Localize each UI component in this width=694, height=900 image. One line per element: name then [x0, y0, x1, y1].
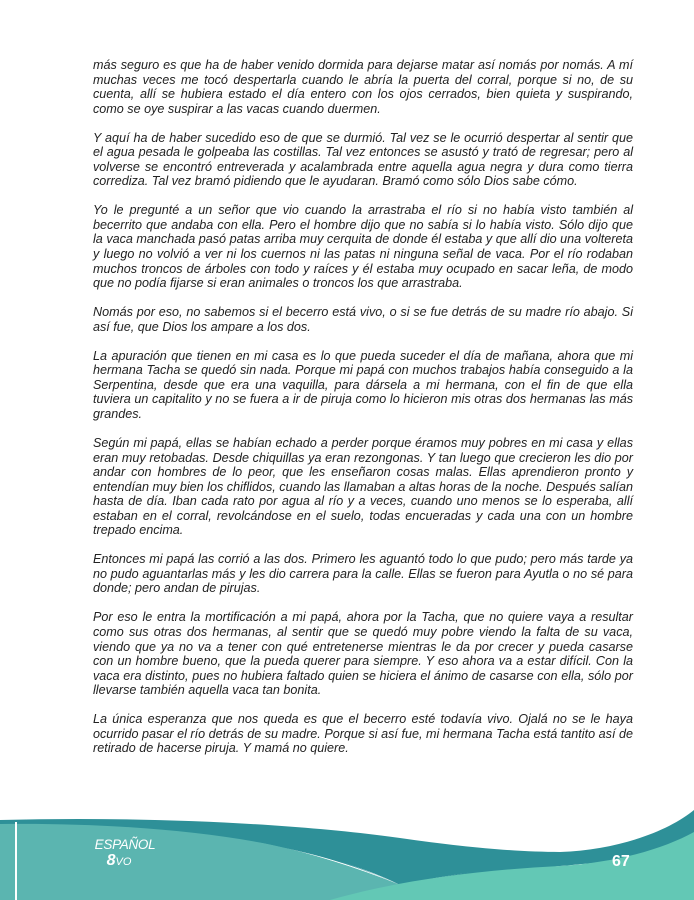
paragraph: Según mi papá, ellas se habían echado a perder porque éramos muy pobres en mi casa y ellas eran muy retobadas. Desde chiquillas ya eran rezongonas. Y tan luego que crecieron les dio por andar con hombres de lo peor, que les enseñaron cosas malas. Ellas aprendieron pronto y entendían muy bien los chiflidos, cuando las llamaban a altas horas de la noche. Después salían hasta de día. Iban cada rato por agua al río y a veces, cuando uno menos se lo esperaba, allí estaban en el corral, revolcándose en el suelo, todas encueradas y cada una con un hombre trepado encima.: [93, 435, 633, 538]
paragraph: Por eso le entra la mortificación a mi papá, ahora por la Tacha, que no quiere vaya a resultar como sus otras dos hermanas, al sentir que se quedó muy pobre viendo la falta de su vaca, viendo que ya no va a tener con qué entretenerse mientras le da por crecer y pueda casarse con un hombre bueno, que la pueda querer para siempre. Y eso ahora va a estar difícil. Con la vaca era distinto, pues no hubiera faltado quien se hiciera el ánimo de casarse con ella, sólo por llevarse también aquella vaca tan bonita.: [93, 610, 633, 698]
paragraph: La única esperanza que nos queda es que el becerro esté todavía vivo. Ojalá no se le haya ocurrido pasar el río detrás de su madre. Porque si así fue, mi hermana Tacha está tantito así de retirado de hacerse piruja. Y mamá no quiere.: [93, 712, 633, 756]
paragraph: Yo le pregunté a un señor que vio cuando la arrastraba el río si no había visto también al becerrito que andaba con ella. Pero el hombre dijo que no sabía si lo había visto. Sólo dijo que la vaca manchada pasó patas arriba muy cerquita de donde él estaba y que allí dio una voltereta y luego no volvió a ver ni los cuernos ni las patas ni ninguna señal de vaca. Por el río rodaban muchos troncos de árboles con todo y raíces y él estaba muy ocupado en sacar leña, de modo que no podía fijarse si eran animales o troncos los que arrastraba.: [93, 203, 633, 291]
paragraph: Entonces mi papá las corrió a las dos. Primero les aguantó todo lo que pudo; pero más tarde ya no pudo aguantarlas más y les dio carrera para la calle. Ellas se fueron para Ayutla o no sé para donde; pero andan de pirujas.: [93, 552, 633, 596]
paragraph: La apuración que tienen en mi casa es lo que pueda suceder el día de mañana, ahora que mi hermana Tacha se quedó sin nada. Porque mi papá con muchos trabajos había conseguido a la Serpentina, desde que era una vaquilla, para dársela a mi hermana, con el fin de que ella tuviera un capitalito y no se fuera a ir de piruja como lo hicieron mis otras dos hermanas las más grandes.: [93, 348, 633, 421]
book-brand-label: [70, 838, 180, 869]
paragraph: Nomás por eso, no sabemos si el becerro está vivo, o si se fue detrás de su madre río abajo. Si así fue, que Dios los ampare a los dos.: [93, 305, 633, 334]
paragraph: más seguro es que ha de haber venido dormida para dejarse matar así nomás por nomás. A mí muchas veces me tocó despertarla cuando le abría la puerta del corral, porque si no, de su cuenta, allí se hubiera estado el día entero con los ojos cerrados, bien quieta y suspirando, como se oye suspirar a las vacas cuando duermen.: [93, 58, 633, 116]
grade-suffix: VO: [115, 855, 132, 868]
paragraph: Y aquí ha de haber sucedido eso de que se durmió. Tal vez se le ocurrió despertar al sentir que el agua pesada le golpeaba las costillas. Tal vez entonces se asustó y trató de regresar; pero al volverse se encontró entreverada y acalambrada entre aquella agua negra y dura como tierra corrediza. Tal vez bramó pidiendo que le ayudaran. Bramó como sólo Dios sabe cómo.: [93, 130, 633, 189]
grade-label: [70, 853, 180, 869]
page-number: 67: [612, 853, 630, 870]
page-body-text: [93, 58, 633, 770]
subject-label: ESPAÑOL: [94, 837, 156, 852]
grade-number: 8: [106, 851, 116, 869]
